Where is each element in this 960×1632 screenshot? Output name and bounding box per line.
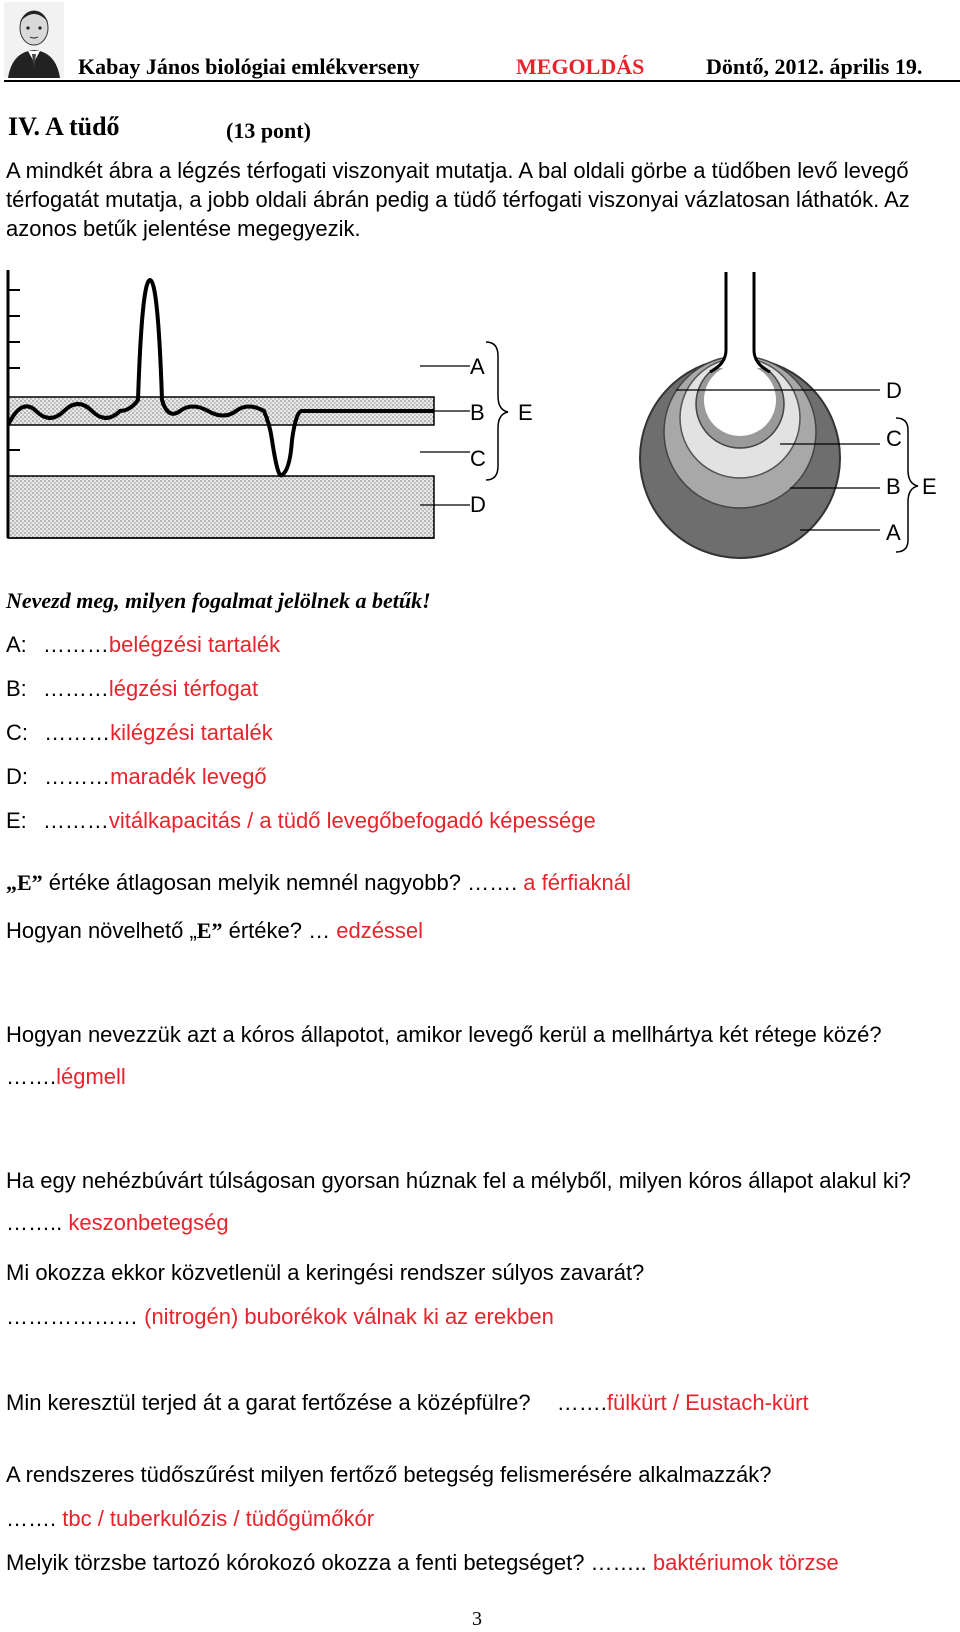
- question-lung-screening: A rendszeres tüdőszűrést milyen fertőző betegség felismerésére alkalmazzák?: [6, 1462, 772, 1487]
- answer-dots: …….: [6, 1064, 57, 1089]
- right-label-a: A: [886, 520, 901, 545]
- answer-text: edzéssel: [336, 918, 424, 943]
- question-text: értéke átlagosan melyik nemnél nagyobb?: [42, 870, 461, 895]
- header-divider: [4, 80, 960, 82]
- question-pneumothorax: Hogyan nevezzük azt a kóros állapotot, amikor levegő kerül a mellhártya két rétege közé?: [6, 1022, 882, 1047]
- quote-open: „: [6, 870, 17, 895]
- left-label-d: D: [470, 492, 486, 517]
- answer-letter: D:: [6, 764, 28, 789]
- answer-dots: ………: [44, 720, 111, 745]
- answer-row-b: [6, 676, 258, 702]
- answer-diver: [6, 1210, 229, 1236]
- bold-e: E”: [196, 918, 223, 943]
- spirogram-figure: [8, 270, 533, 538]
- answer-text: baktériumok törzse: [652, 1550, 839, 1575]
- lung-volume-figures: [0, 266, 960, 570]
- header-competition: Kabay János biológiai emlékverseny: [78, 54, 420, 79]
- answer-dots: …….: [460, 870, 524, 895]
- answer-text: a férfiaknál: [523, 870, 631, 895]
- answer-dots: …….: [550, 1390, 607, 1415]
- answer-dots: ………: [42, 808, 109, 833]
- question-circulation: Mi okozza ekkor közvetlenül a keringési rendszer súlyos zavarát?: [6, 1260, 645, 1285]
- answer-text: légmell: [56, 1064, 126, 1089]
- page-header: [0, 0, 960, 82]
- section-title: IV. A tüdő: [8, 112, 120, 141]
- section-points: (13 pont): [226, 118, 311, 143]
- left-label-a: A: [470, 354, 485, 379]
- left-label-c: C: [470, 446, 486, 471]
- header-date: Döntő, 2012. április 19.: [706, 54, 923, 79]
- bold-e: E”: [17, 870, 43, 895]
- answer-text: maradék levegő: [110, 764, 267, 789]
- left-label-e: E: [518, 400, 533, 425]
- answer-pneumothorax: [6, 1064, 126, 1090]
- answer-dots: ……..: [6, 1210, 69, 1235]
- header-solution-label: MEGOLDÁS: [516, 54, 645, 79]
- answer-row-a: [6, 632, 280, 658]
- answer-text: vitálkapacitás / a tüdő levegőbefogadó képessége: [108, 808, 596, 833]
- answer-dots: ……..: [584, 1550, 653, 1575]
- portrait-photo: [4, 2, 64, 78]
- answer-text: keszonbetegség: [68, 1210, 229, 1235]
- answer-text: légzési térfogat: [108, 676, 259, 701]
- question-text-before: Hogyan növelhető „: [6, 918, 197, 943]
- intro-paragraph: A mindkét ábra a légzés térfogati viszonyait mutatja. A bal oldali görbe a tüdőben levő levegő térfogatát mutatja, a jobb oldali ábrán pedig a tüdő térfogati viszonyai vázlatosan láthatók. Az azonos betűk jelentése megegyezik.: [6, 158, 910, 241]
- right-label-c: C: [886, 426, 902, 451]
- spirogram-curve: [8, 280, 434, 476]
- answer-text: tbc / tuberkulózis / tüdőgümőkór: [62, 1506, 375, 1531]
- question-text-after: értéke?: [222, 918, 302, 943]
- right-label-d: D: [886, 378, 902, 403]
- question-text: Min keresztül terjed át a garat fertőzése a középfülre?: [6, 1390, 531, 1415]
- right-label-b: B: [886, 474, 901, 499]
- answer-row-d: [6, 764, 267, 790]
- answer-row-e: [6, 808, 596, 834]
- answer-dots: ………: [42, 632, 109, 657]
- question-text: Melyik törzsbe tartozó kórokozó okozza a fenti betegséget?: [6, 1550, 585, 1575]
- answer-dots: …….: [6, 1506, 63, 1531]
- answer-text: kilégzési tartalék: [110, 720, 273, 745]
- answer-lung-screening: [6, 1506, 374, 1532]
- answer-letter: E:: [6, 808, 27, 833]
- question-pathogen-phylum: [6, 1550, 839, 1576]
- answer-letter: C:: [6, 720, 28, 745]
- question-e-gender: [6, 870, 631, 896]
- right-label-e: E: [922, 474, 937, 499]
- answer-circulation: [6, 1304, 554, 1330]
- answer-dots: ………: [42, 676, 109, 701]
- answer-dots: ………: [44, 764, 111, 789]
- answer-dots: ………………: [6, 1304, 145, 1329]
- answer-row-c: [6, 720, 273, 746]
- question-e-increase: [6, 918, 423, 944]
- answer-dots: …: [301, 918, 337, 943]
- answer-text: (nitrogén) buborékok válnak ki az erekben: [144, 1304, 554, 1329]
- answer-text: belégzési tartalék: [108, 632, 281, 657]
- question-letters: Nevezd meg, milyen fogalmat jelölnek a betűk!: [6, 588, 431, 613]
- question-middle-ear: [6, 1390, 809, 1416]
- answer-letter: B:: [6, 676, 27, 701]
- left-label-b: B: [470, 400, 485, 425]
- answer-text: fülkürt / Eustach-kürt: [606, 1390, 809, 1415]
- question-diver: Ha egy nehézbúvárt túlságosan gyorsan húznak fel a mélyből, milyen kóros állapot alakul ki?: [6, 1168, 911, 1193]
- answer-letter: A:: [6, 632, 27, 657]
- residual-volume-band: [8, 476, 434, 538]
- page-number: 3: [472, 1608, 482, 1630]
- lung-schematic-figure: [640, 272, 937, 558]
